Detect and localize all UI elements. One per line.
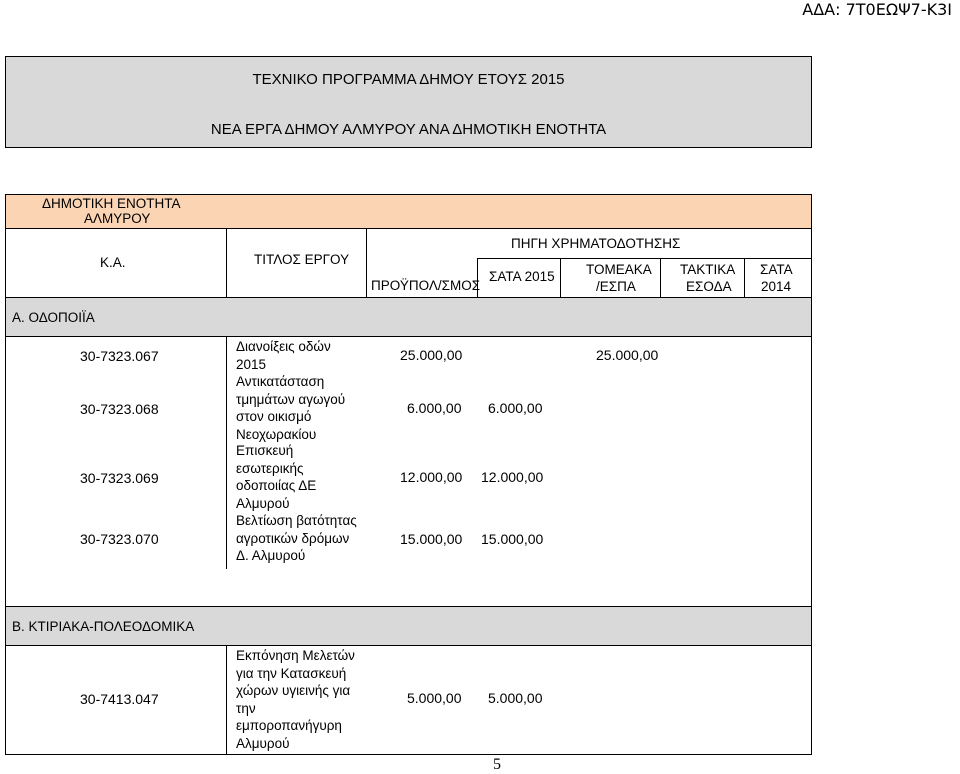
row-b1-title: Εκπόνηση Μελετών για την Κατασκευή χώρων υγιεινής για την εμποροπανήγυρη Αλμυρού xyxy=(236,648,355,751)
header-espa: /ΕΣΠΑ xyxy=(596,279,636,294)
row-b1-sata: 5.000,00 xyxy=(488,690,543,706)
row-a1-title: Διανοίξεις οδών 2015 xyxy=(236,339,331,372)
document-title: ΤΕΧΝΙΚΟ ΠΡΟΓΡΑΜΜΑ ΔΗΜΟΥ ΕΤΟΥΣ 2015 xyxy=(252,71,565,88)
section-a-title: Α. ΟΔΟΠΟΙΪΑ xyxy=(12,310,95,325)
municipal-unit-line1: ΔΗΜΟΤΙΚΗ ΕΝΟΤΗΤΑ xyxy=(42,196,181,211)
header-funding-source: ΠΗΓΗ ΧΡΗΜΑΤΟΔΟΤΗΣΗΣ xyxy=(511,236,681,251)
row-a2-title: Αντικατάσταση τμημάτων αγωγού στον οικισμό Νεοχωρακίου xyxy=(236,374,346,442)
row-a1-code: 30-7323.067 xyxy=(80,348,159,364)
header-sata-2015: ΣΑΤΑ 2015 xyxy=(489,269,555,284)
header-sata-2014-label: ΣΑΤΑ xyxy=(760,262,793,277)
row-a3-sata: 12.000,00 xyxy=(481,469,544,485)
row-a1-tomeaka: 25.000,00 xyxy=(596,347,659,363)
header-taktika: ΤΑΚΤΙΚΑ xyxy=(680,262,736,277)
document-subtitle: ΝΕΑ ΕΡΓΑ ΔΗΜΟΥ ΑΛΜΥΡΟΥ ΑΝΑ ΔΗΜΟΤΙΚΗ ΕΝΟΤΗΤΑ xyxy=(210,121,607,138)
title-box xyxy=(5,56,812,148)
page-number: 5 xyxy=(493,756,501,773)
header-ka: Κ.Α. xyxy=(100,255,126,270)
row-b1-code: 30-7413.047 xyxy=(80,691,159,707)
municipal-unit-line2: ΑΛΜΥΡΟΥ xyxy=(84,211,151,226)
section-b-bar xyxy=(5,606,812,646)
municipal-unit-header xyxy=(5,194,812,229)
row-a3-code: 30-7323.069 xyxy=(80,470,159,486)
row-a3-title: Επισκευή εσωτερικής οδοποιίας ΔΕ Αλμυρού xyxy=(236,443,317,511)
ada-stamp: ΑΔΑ: 7Τ0ΕΩΨ7-Κ3Ι xyxy=(802,0,952,19)
row-a4-code: 30-7323.070 xyxy=(80,531,159,547)
header-sata-2014-year: 2014 xyxy=(761,279,792,294)
row-a4-sata: 15.000,00 xyxy=(481,531,544,547)
row-a1-budget: 25.000,00 xyxy=(400,347,463,363)
section-a-bar xyxy=(5,297,812,337)
header-budget: ΠΡΟΫΠΟΛ/ΣΜΟΣ xyxy=(371,278,481,293)
row-a2-budget: 6.000,00 xyxy=(407,400,462,416)
row-b1-budget: 5.000,00 xyxy=(407,690,462,706)
row-a4-budget: 15.000,00 xyxy=(400,531,463,547)
header-tomeaka: ΤΟΜΕΑΚΑ xyxy=(586,262,652,277)
row-a3-budget: 12.000,00 xyxy=(400,469,463,485)
row-a2-code: 30-7323.068 xyxy=(80,401,159,417)
header-esoda: ΕΣΟΔΑ xyxy=(686,279,732,294)
header-title: ΤΙΤΛΟΣ ΕΡΓΟΥ xyxy=(254,252,350,267)
section-b-title: Β. ΚΤΙΡΙΑΚΑ-ΠΟΛΕΟΔΟΜΙΚΑ xyxy=(12,619,195,634)
row-a4-title: Βελτίωση βατότητας αγροτικών δρόμων Δ. Αλμυρού xyxy=(236,513,357,563)
row-a2-sata: 6.000,00 xyxy=(488,400,543,416)
